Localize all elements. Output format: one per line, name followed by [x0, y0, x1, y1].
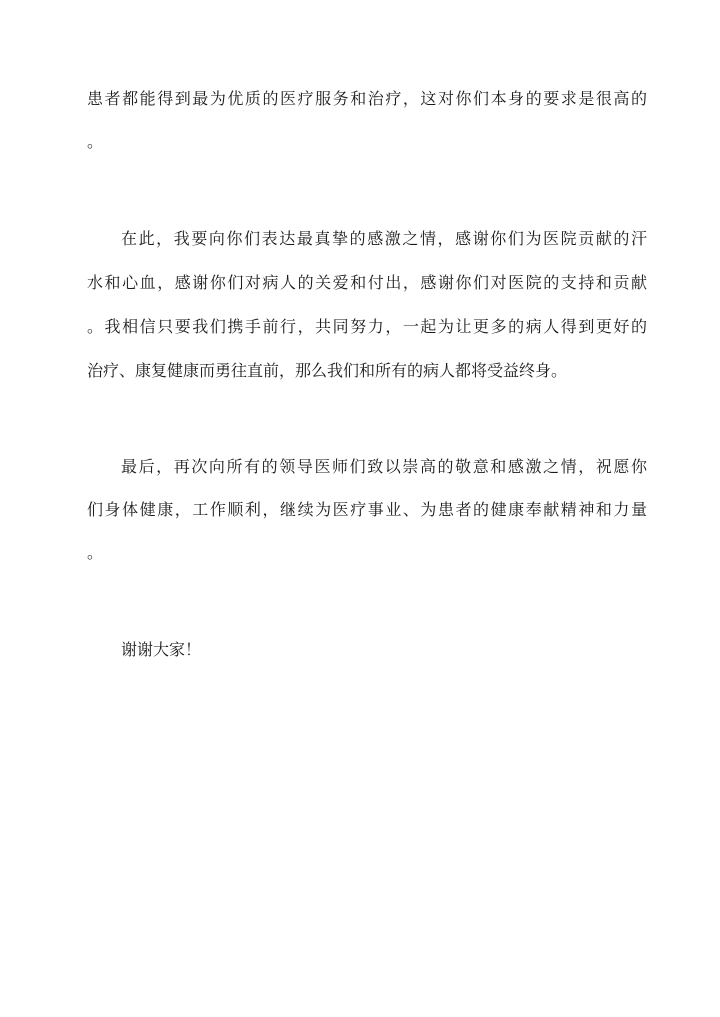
- paragraph-3-line-2: 们身体健康，工作顺利，继续为医疗事业、为患者的健康奉献精神和力量: [87, 500, 647, 519]
- paragraph-2-line-4: 治疗、康复健康而勇往直前，那么我们和所有的病人都将受益终身。: [87, 361, 568, 380]
- paragraph-1-line-1: 患者都能得到最为优质的医疗服务和治疗，这对你们本身的要求是很高的: [87, 89, 647, 108]
- paragraph-1-line-2: 。: [87, 132, 104, 151]
- paragraph-3-line-3: 。: [87, 543, 104, 562]
- paragraph-2-line-1: 在此，我要向你们表达最真挚的感激之情，感谢你们为医院贡献的汗: [121, 229, 647, 248]
- closing-line: 谢谢大家！: [121, 640, 202, 659]
- paragraph-3-line-1: 最后，再次向所有的领导医师们致以崇高的敬意和感激之情，祝愿你: [121, 457, 647, 476]
- paragraph-2-line-2: 水和心血，感谢你们对病人的关爱和付出，感谢你们对医院的支持和贡献: [87, 273, 647, 292]
- paragraph-2-line-3: 。我相信只要我们携手前行，共同努力，一起为让更多的病人得到更好的: [87, 317, 647, 336]
